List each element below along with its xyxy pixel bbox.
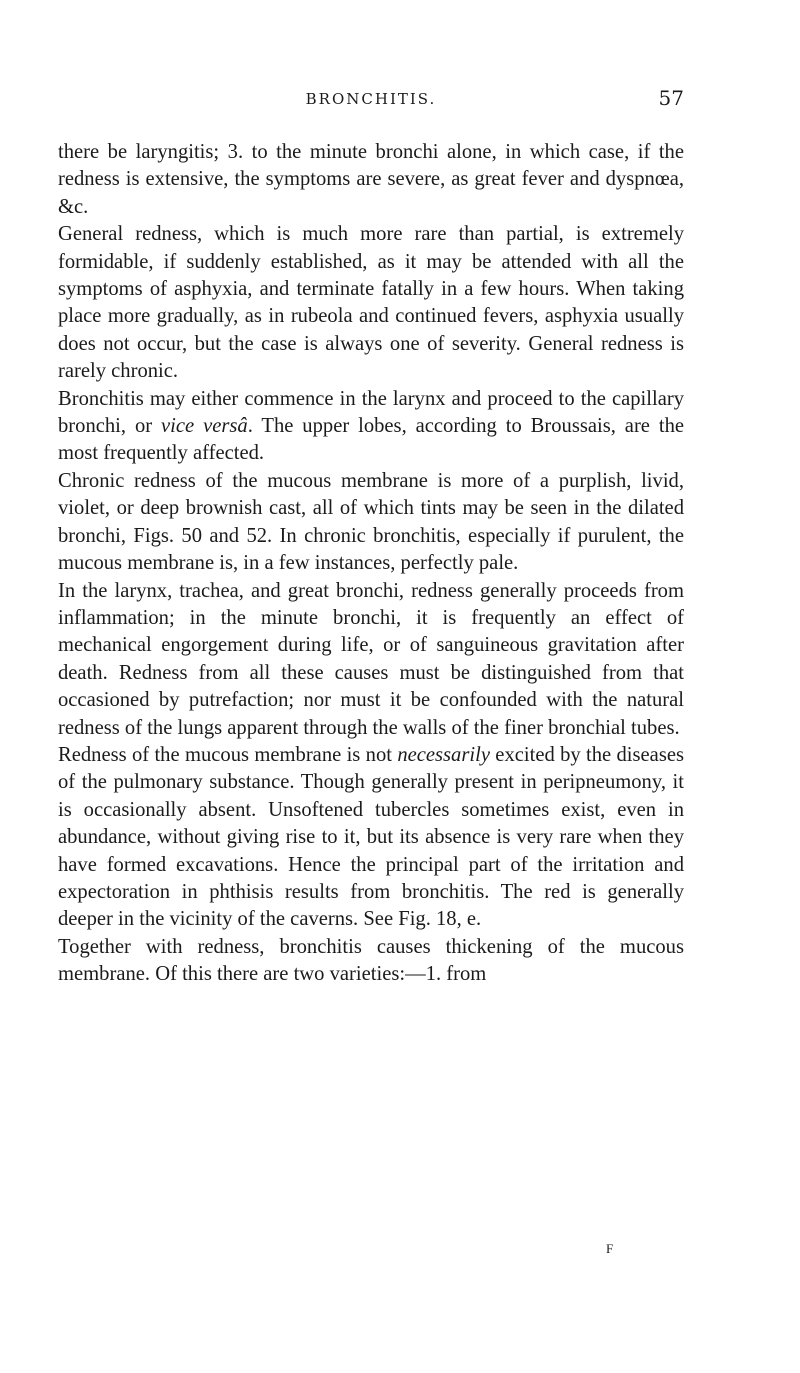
running-head xyxy=(58,86,684,110)
emphasis: necessarily xyxy=(397,743,490,766)
paragraph-chronic-redness: Chronic redness of the mucous membrane is more of a purplish, livid, violet, or deep brownish cast, all of which tints may be seen in the dilated bronchi, Figs. 50 and 52. In chronic bronchitis, especially if purulent, the mucous membrane is, in a few instances, perfectly pale. xyxy=(58,469,684,575)
paragraph-general-redness: General redness, which is much more rare than partial, is extremely formidable, if suddenly established, as it may be attended with all the symptoms of asphyxia, and terminate fatally in a few hours. When taking place more gradually, as in rubeola and continued fevers, asphyxia usually does not occur, but the case is always one of severity. General redness is rarely chronic. xyxy=(58,223,684,383)
paragraph-redness-causes: In the larynx, trachea, and great bronchi, redness generally proceeds from inflammation; in the minute bronchi, it is frequently an effect of mechanical engorgement during life, or of sanguineous gravitation after death. Redness from all these causes must be distinguished from that occasioned by putrefaction; nor must it be confounded with the natural redness of the lungs apparent through the walls of the finer bronchial tubes. xyxy=(58,579,684,739)
paragraph-thickening: Together with redness, bronchitis causes thickening of the mucous membrane. Of this there are two varieties:—1. from xyxy=(58,935,684,986)
page-number: 57 xyxy=(658,86,684,110)
paragraph-continuation: there be laryngitis; 3. to the minute bronchi alone, in which case, if the redness is extensive, the symptoms are severe, as great fever and dyspnœa, &c. xyxy=(58,141,684,218)
paragraph-pulmonary-diseases: Redness of the mucous membrane is not necessarily excited by the diseases of the pulmonary substance. Though generally present in peripneumony, it is occasionally absent. Unsoftened tubercles sometimes exist, even in abundance, without giving rise to it, but its absence is very rare when they have formed excavations. Hence the principal part of the irritation and expectoration in phthisis results from bronchitis. The red is generally deeper in the vicinity of the caverns. See Fig. 18, e. xyxy=(58,743,684,931)
paragraph-bronchitis-origin: Bronchitis may either commence in the larynx and proceed to the capillary bronchi, or vice versâ. The upper lobes, according to Broussais, are the most frequently affected. xyxy=(58,387,685,465)
emphasis: vice versâ xyxy=(161,415,248,438)
body-text xyxy=(58,139,684,989)
signature-mark: F xyxy=(606,1241,614,1256)
running-title: BRONCHITIS. xyxy=(305,90,437,108)
